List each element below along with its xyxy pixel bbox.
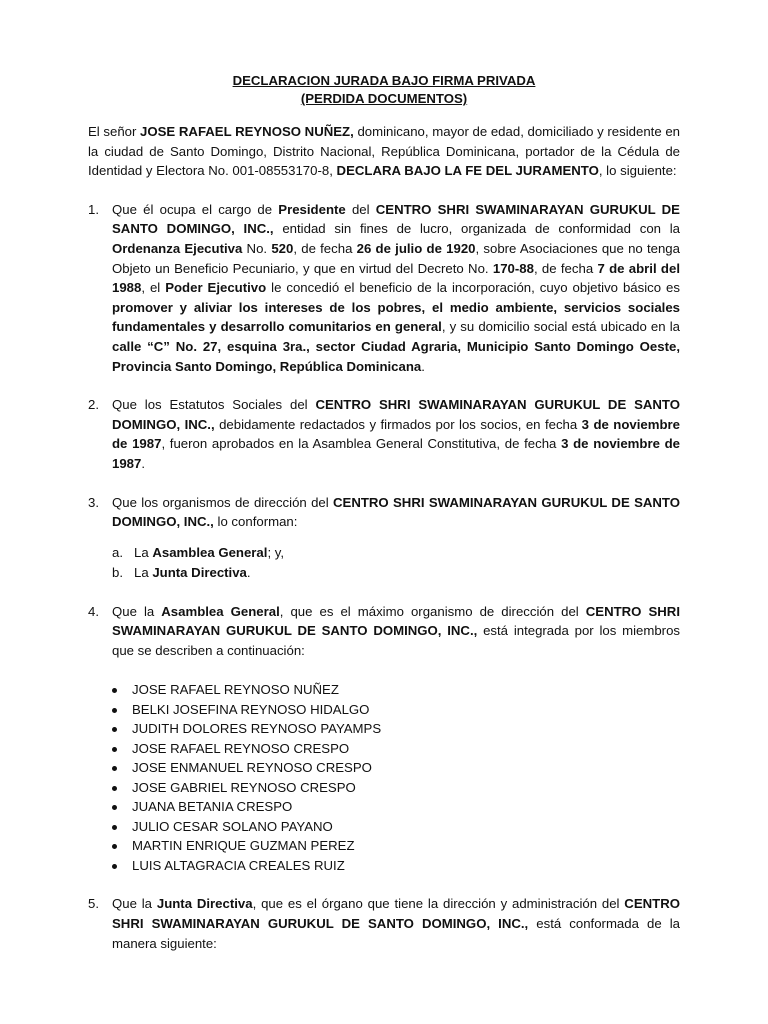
document-page bbox=[88, 72, 680, 972]
item-number: 5. bbox=[88, 896, 99, 912]
member-name: JULIO CESAR SOLANO PAYANO bbox=[132, 818, 333, 834]
intro-text: dominicano, mayor de edad, domiciliado y residente en la ciudad de Santo Domingo, Distrito Nacional, República Dominicana, portador de la Cédula de Identidad y Electora No. 001-08553170-8, bbox=[88, 124, 680, 179]
bullet-icon bbox=[112, 844, 117, 849]
bullet-icon bbox=[112, 864, 117, 869]
sublist-item-a bbox=[112, 543, 680, 563]
bullet-icon bbox=[112, 805, 117, 810]
item-bold: promover y aliviar los intereses de los pobres, el medio ambiente, servicios sociales fundamentales y desarrollo comunitarios en general bbox=[112, 299, 680, 335]
item-text: , que es el órgano que tiene la dirección y administración del bbox=[252, 896, 625, 912]
member-item bbox=[112, 817, 680, 837]
member-item bbox=[112, 739, 680, 759]
member-item bbox=[112, 680, 680, 700]
members-list bbox=[112, 680, 680, 875]
bullet-icon bbox=[112, 727, 117, 732]
bullet-icon bbox=[112, 766, 117, 771]
item-number: 3. bbox=[88, 494, 99, 510]
sub-text: La bbox=[134, 564, 153, 580]
title-line-2: (PERDIDA DOCUMENTOS) bbox=[300, 91, 468, 106]
item-bold: 170-88 bbox=[492, 260, 534, 276]
bullet-icon bbox=[112, 708, 117, 713]
item-bold: 520 bbox=[271, 240, 294, 256]
item-text: entidad sin fines de lucro, organizada de conformidad con la bbox=[273, 221, 680, 237]
member-name: JUANA BETANIA CRESPO bbox=[132, 799, 293, 815]
bullet-icon bbox=[112, 747, 117, 752]
declaration-item-3 bbox=[88, 493, 680, 583]
item-text: , que es el máximo organismo de dirección del bbox=[279, 603, 586, 619]
item-text: , de fecha bbox=[533, 260, 598, 276]
declaration-item-2 bbox=[88, 395, 680, 473]
member-name: JUDITH DOLORES REYNOSO PAYAMPS bbox=[132, 721, 382, 737]
bullet-icon bbox=[112, 786, 117, 791]
organisms-sublist bbox=[112, 543, 680, 583]
item-bold: CENTRO SHRI SWAMINARAYAN GURUKUL DE SANTO DOMINGO, INC., bbox=[112, 397, 681, 432]
item-text: . bbox=[141, 455, 146, 471]
item-text: Que los Estatutos Sociales del bbox=[112, 397, 316, 413]
item-bold: 7 de abril del 1988 bbox=[112, 260, 680, 296]
sub-text: ; y, bbox=[267, 544, 285, 560]
item-text: le concedió el beneficio de la incorporación, cuyo objetivo básico es bbox=[266, 280, 680, 296]
item-text: , y su domicilio social está ubicado en la bbox=[441, 319, 680, 335]
item-text: , el bbox=[141, 280, 166, 296]
member-item bbox=[112, 836, 680, 856]
item-number: 2. bbox=[88, 397, 99, 413]
member-name: JOSE GABRIEL REYNOSO CRESPO bbox=[132, 779, 356, 795]
item-number: 1. bbox=[88, 201, 99, 217]
item-bold: calle “C” No. 27, esquina 3ra., sector Ciudad Agraria, Municipio Santo Domingo Oeste, Provincia Santo Domingo, República Dominicana bbox=[112, 338, 680, 374]
item-bold: Junta Directiva bbox=[156, 896, 253, 912]
member-item bbox=[112, 700, 680, 720]
document-title bbox=[88, 72, 680, 108]
declaration-item-1 bbox=[88, 200, 680, 376]
item-bold: Poder Ejecutivo bbox=[165, 280, 267, 296]
bullet-icon bbox=[112, 688, 117, 693]
member-name: MARTIN ENRIQUE GUZMAN PEREZ bbox=[132, 838, 355, 854]
bullet-icon bbox=[112, 825, 117, 830]
item-text: del bbox=[345, 201, 376, 217]
item-bold: 26 de julio de 1920 bbox=[356, 240, 476, 256]
member-item bbox=[112, 758, 680, 778]
member-name: JOSE RAFAEL REYNOSO CRESPO bbox=[132, 740, 350, 756]
item-text: debidamente redactados y firmados por los socios, en fecha bbox=[214, 416, 582, 432]
sub-letter: b. bbox=[112, 564, 123, 580]
intro-text: , lo siguiente: bbox=[598, 163, 677, 179]
item-text: Que la bbox=[112, 896, 157, 912]
declaration-item-4 bbox=[88, 602, 680, 876]
declaration-phrase: DECLARA BAJO LA FE DEL JURAMENTO bbox=[336, 163, 599, 179]
sub-bold: Junta Directiva bbox=[152, 564, 247, 580]
member-item bbox=[112, 778, 680, 798]
item-bold: CENTRO SHRI SWAMINARAYAN GURUKUL DE SANTO DOMINGO, INC., bbox=[112, 896, 680, 932]
item-bold: Asamblea General bbox=[161, 603, 280, 619]
item-text: . bbox=[421, 358, 425, 374]
item-bold: CENTRO SHRI SWAMINARAYAN GURUKUL DE SANTO DOMINGO, INC., bbox=[112, 603, 680, 639]
item-number: 4. bbox=[88, 603, 99, 619]
sublist-item-b bbox=[112, 563, 680, 583]
intro-paragraph bbox=[88, 122, 680, 181]
sub-letter: a. bbox=[112, 544, 123, 560]
title-line-1: DECLARACION JURADA BAJO FIRMA PRIVADA bbox=[232, 73, 536, 88]
item-bold: CENTRO SHRI SWAMINARAYAN GURUKUL DE SANTO DOMINGO, INC., bbox=[112, 201, 680, 237]
declarations-list bbox=[88, 200, 680, 953]
member-name: LUIS ALTAGRACIA CREALES RUIZ bbox=[132, 857, 345, 873]
item-text: Que él ocupa el cargo de bbox=[112, 201, 279, 217]
declaration-item-5 bbox=[88, 894, 680, 953]
item-text: está conformada de la manera siguiente: bbox=[112, 916, 681, 951]
intro-text: El señor bbox=[88, 124, 141, 139]
member-name: JOSE ENMANUEL REYNOSO CRESPO bbox=[132, 760, 372, 776]
item-text: Que la bbox=[112, 603, 162, 619]
item-text: , sobre Asociaciones que no tenga Objeto un Beneficio Pecuniario, y que en virtud del Decreto No. bbox=[112, 240, 680, 276]
item-text: , fueron aprobados en la Asamblea General Constitutiva, de fecha bbox=[161, 436, 562, 452]
member-item bbox=[112, 719, 680, 739]
member-item bbox=[112, 856, 680, 876]
item-text: Que los organismos de dirección del bbox=[112, 494, 333, 510]
item-text: está integrada por los miembros que se describen a continuación: bbox=[112, 623, 681, 658]
member-name: BELKI JOSEFINA REYNOSO HIDALGO bbox=[132, 701, 370, 717]
member-name: JOSE RAFAEL REYNOSO NUÑEZ bbox=[132, 682, 339, 698]
member-item bbox=[112, 797, 680, 817]
item-text: No. bbox=[242, 240, 272, 256]
item-bold: 3 de noviembre de 1987 bbox=[112, 436, 681, 471]
sub-text: La bbox=[134, 544, 153, 560]
sub-bold: Asamblea General bbox=[152, 544, 268, 560]
declarant-name: JOSE RAFAEL REYNOSO NUÑEZ, bbox=[140, 124, 354, 139]
item-bold: Presidente bbox=[278, 201, 346, 217]
item-text: , de fecha bbox=[293, 240, 357, 256]
item-text: lo conforman: bbox=[213, 514, 298, 530]
item-bold: 3 de noviembre de 1987 bbox=[112, 416, 680, 452]
item-bold: Ordenanza Ejecutiva bbox=[112, 240, 243, 256]
item-bold: CENTRO SHRI SWAMINARAYAN GURUKUL DE SANTO DOMINGO, INC., bbox=[112, 494, 680, 530]
sub-text: . bbox=[246, 564, 251, 580]
